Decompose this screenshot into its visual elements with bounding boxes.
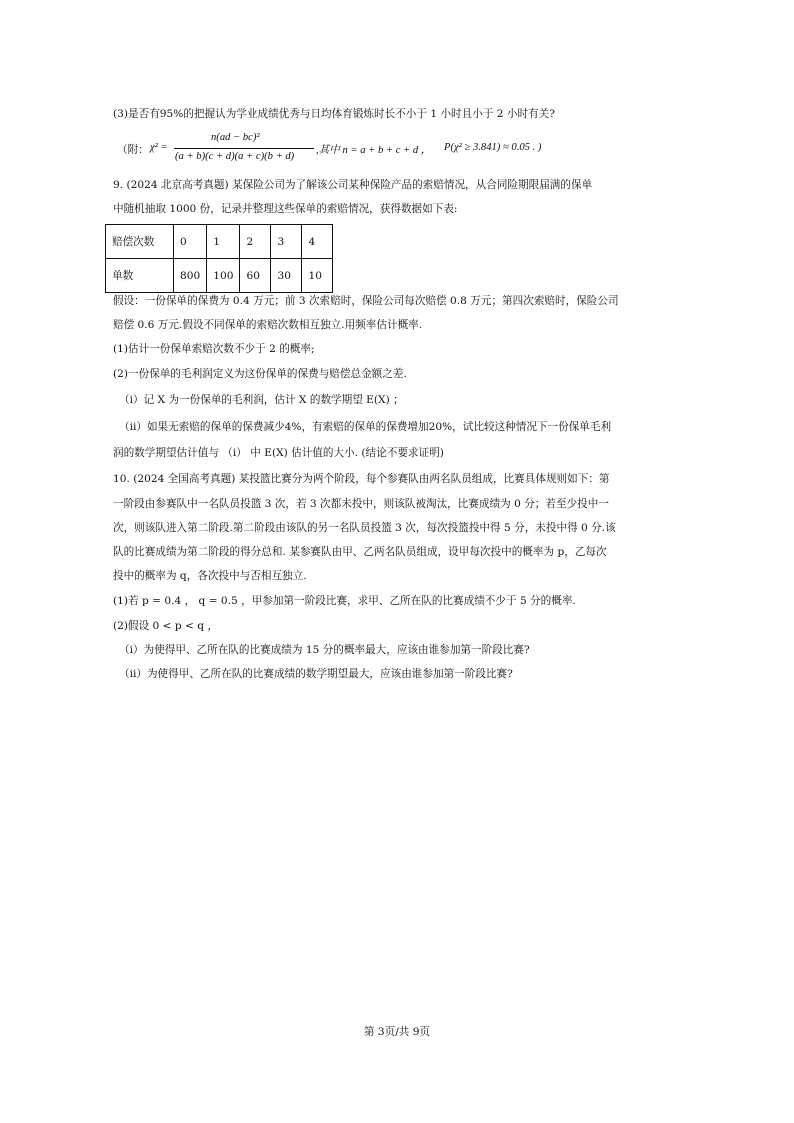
table-header-units: 单数 bbox=[106, 259, 174, 293]
formula-numerator: n(ad − bc)² bbox=[211, 132, 260, 143]
q10-line4: 队的比赛成绩为第二阶段的得分总和. 某参赛队由甲、乙两名队员组成，设甲每次投中的概率为 p，乙每次 bbox=[113, 546, 607, 558]
table-cell: 10 bbox=[302, 259, 333, 293]
formula-where: ,其中 n = a + b + c + d ， bbox=[316, 145, 432, 156]
q9-line1: 9. (2024 北京高考真题) 某保险公司为了解该公司某种保险产品的索赔情况，从合同险期限届满的保单 bbox=[113, 179, 593, 191]
q10-line5: 投中的概率为 q，各次投中与否相互独立. bbox=[113, 570, 307, 582]
q9-part2: (2)一份保单的毛利润定义为这份保单的保费与赔偿总金额之差. bbox=[113, 368, 407, 380]
q9-part2ii-b: 润的数学期望估计值与 （i） 中 E(X) 估计值的大小. (结论不要求证明) bbox=[113, 447, 444, 459]
q8-part3: (3)是否有95%的把握认为学业成绩优秀与日均体育锻炼时长不小于 1 小时且小于 2 小时有关? bbox=[113, 108, 555, 120]
table-cell: 2 bbox=[240, 225, 271, 259]
q10-part2ii: （ii）为使得甲、乙所在队的比赛成绩的数学期望最大，应该由谁参加第一阶段比赛? bbox=[119, 668, 513, 680]
table-cell: 1 bbox=[207, 225, 240, 259]
formula-prefix: （附： bbox=[117, 144, 149, 156]
q10-part2i: （i）为使得甲、乙所在队的比赛成绩为 15 分的概率最大，应该由谁参加第一阶段比赛? bbox=[119, 644, 530, 656]
table-cell: 4 bbox=[302, 225, 333, 259]
q9-assume1: 假设：一份保单的保费为 0.4 万元；前 3 次索赔时，保险公司每次赔偿 0.8 万元；第四次索赔时，保险公司 bbox=[113, 295, 619, 307]
table-row bbox=[106, 225, 333, 259]
table-cell: 30 bbox=[271, 259, 302, 293]
q9-part1: (1)估计一份保单索赔次数不少于 2 的概率; bbox=[113, 343, 315, 355]
formula-probability: P(χ² ≥ 3.841) ≈ 0.05 . ) bbox=[444, 142, 542, 153]
q9-part2i: （i）记 X 为一份保单的毛利润，估计 X 的数学期望 E(X) ； bbox=[119, 394, 404, 406]
q9-line2: 中随机抽取 1000 份，记录并整理这些保单的索赔情况，获得数据如下表: bbox=[113, 203, 458, 215]
table-cell: 0 bbox=[174, 225, 207, 259]
table-header-claims: 赔偿次数 bbox=[106, 225, 174, 259]
table-cell: 800 bbox=[174, 259, 207, 293]
chi-equals: χ² = bbox=[150, 142, 168, 153]
q10-part1: (1)若 p = 0.4 ， q = 0.5 ，甲参加第一阶段比赛，求甲、乙所在队的比赛成绩不少于 5 分的概率. bbox=[113, 595, 576, 607]
q10-line2: 一阶段由参赛队中一名队员投篮 3 次，若 3 次都未投中，则该队被淘汰，比赛成绩为 0 分；若至少投中一 bbox=[113, 498, 609, 510]
page-footer: 第 3页/共 9页 bbox=[363, 1026, 431, 1038]
q10-line3: 次，则该队进入第二阶段.第二阶段由该队的另一名队员投篮 3 次，每次投篮投中得 5 分，未投中得 0 分.该 bbox=[113, 522, 616, 534]
table-cell: 60 bbox=[240, 259, 271, 293]
q10-part2: (2)假设 0 < p < q ， bbox=[113, 620, 219, 632]
claims-table bbox=[105, 224, 333, 293]
table-cell: 100 bbox=[207, 259, 240, 293]
formula-denominator: (a + b)(c + d)(a + c)(b + d) bbox=[175, 151, 295, 162]
q9-part2ii-a: （ⅱ）如果无索赔的保单的保费减少4%，有索赔的保单的保费增加20%，试比较这种情况下一份保单毛利 bbox=[119, 421, 612, 433]
q9-assume2: 赔偿 0.6 万元.假设不同保单的索赔次数相互独立.用频率估计概率. bbox=[113, 319, 423, 331]
table-cell: 3 bbox=[271, 225, 302, 259]
table-row bbox=[106, 259, 333, 293]
q10-line1: 10. (2024 全国高考真题) 某投篮比赛分为两个阶段，每个参赛队由两名队员组成，比赛具体规则如下：第 bbox=[113, 473, 610, 485]
fraction-bar bbox=[174, 148, 314, 149]
